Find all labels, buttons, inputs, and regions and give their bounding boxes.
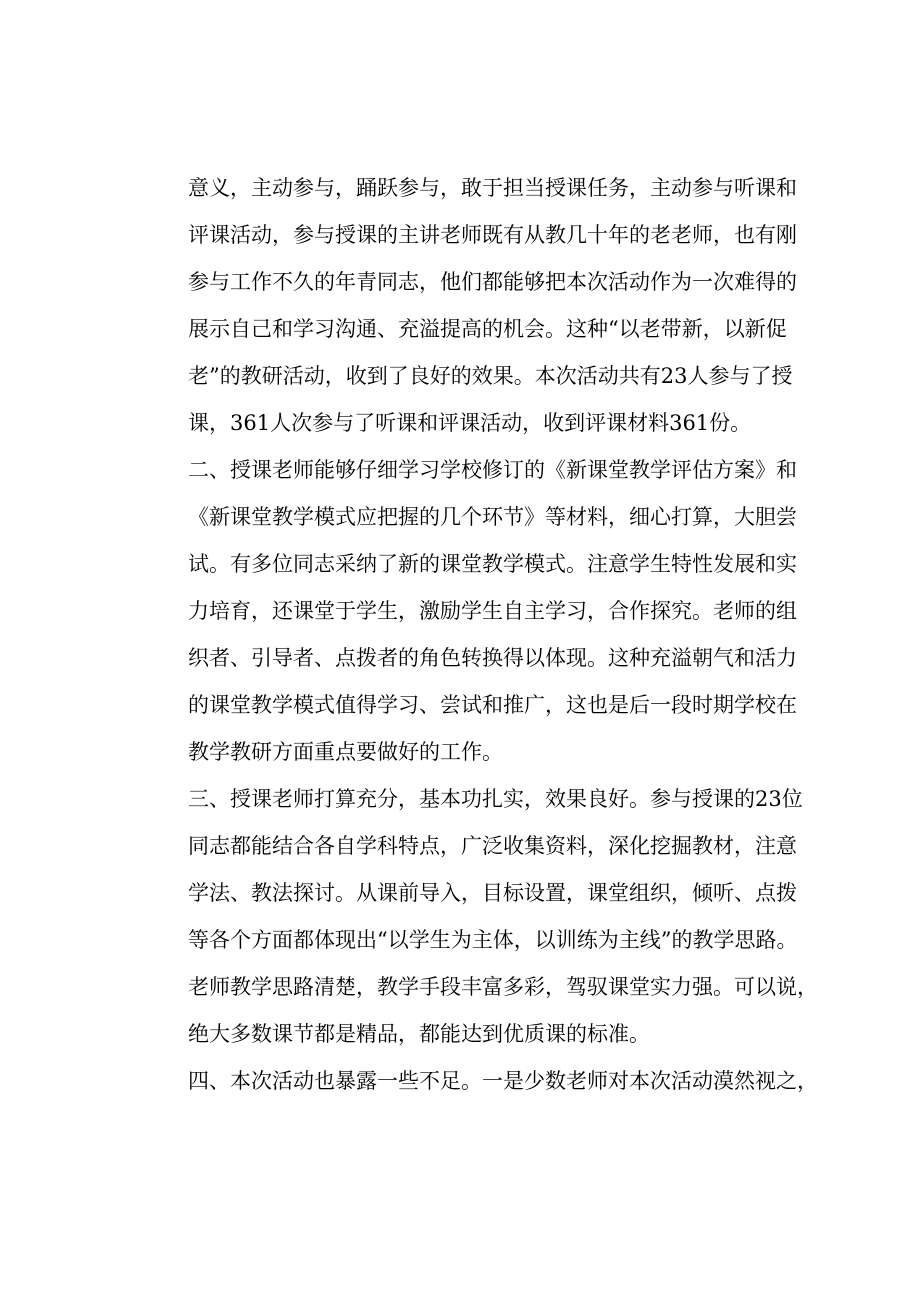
text-line: 的课堂教学模式值得学习、尝试和推广，这也是后一段时期学校在 <box>188 693 797 717</box>
paragraph-point-three <box>188 776 818 1058</box>
text-line: 等各个方面都体现出“以学生为主体，以训练为主线”的教学思路。 <box>188 928 798 952</box>
text-line: 教学教研方面重点要做好的工作。 <box>188 740 503 764</box>
text-line: 参与工作不久的年青同志，他们都能够把本次活动作为一次难得的 <box>188 270 797 294</box>
text-line: 评课活动，参与授课的主讲老师既有从教几十年的老老师，也有刚 <box>188 223 797 247</box>
text-line: 《新课堂教学模式应把握的几个环节》等材料，细心打算，大胆尝 <box>188 505 797 529</box>
text-line: 意义，主动参与，踊跃参与，敢于担当授课任务，主动参与听课和 <box>188 176 797 200</box>
document-body <box>188 165 818 1105</box>
text-line: 二、授课老师能够仔细学习学校修订的《新课堂教学评估方案》和 <box>188 458 797 482</box>
text-line: 学法、教法探讨。从课前导入，目标设置，课堂组织，倾听、点拨 <box>188 881 797 905</box>
text-line: 织者、引导者、点拨者的角色转换得以体现。这种充溢朝气和活力 <box>188 646 797 670</box>
text-line: 课，361人次参与了听课和评课活动，收到评课材料361份。 <box>188 411 752 435</box>
text-line: 老师教学思路清楚，教学手段丰富多彩，驾驭课堂实力强。可以说， <box>188 975 818 999</box>
paragraph-continuation <box>188 165 797 447</box>
text-line: 老”的教研活动，收到了良好的效果。本次活动共有23人参与了授 <box>188 364 793 388</box>
text-line: 四、本次活动也暴露一些不足。一是少数老师对本次活动漠然视之， <box>188 1069 818 1093</box>
text-line: 展示自己和学习沟通、充溢提高的机会。这种“以老带新，以新促 <box>188 317 787 341</box>
text-line: 三、授课老师打算充分，基本功扎实，效果良好。参与授课的23位 <box>188 787 803 811</box>
text-line: 试。有多位同志采纳了新的课堂教学模式。注意学生特性发展和实 <box>188 552 797 576</box>
paragraph-point-two <box>188 447 797 776</box>
text-line: 同志都能结合各自学科特点，广泛收集资料，深化挖掘教材，注意 <box>188 834 797 858</box>
text-line: 绝大多数课节都是精品，都能达到优质课的标准。 <box>188 1022 650 1046</box>
text-line: 力培育，还课堂于学生，激励学生自主学习，合作探究。老师的组 <box>188 599 797 623</box>
paragraph-point-four <box>188 1058 818 1105</box>
